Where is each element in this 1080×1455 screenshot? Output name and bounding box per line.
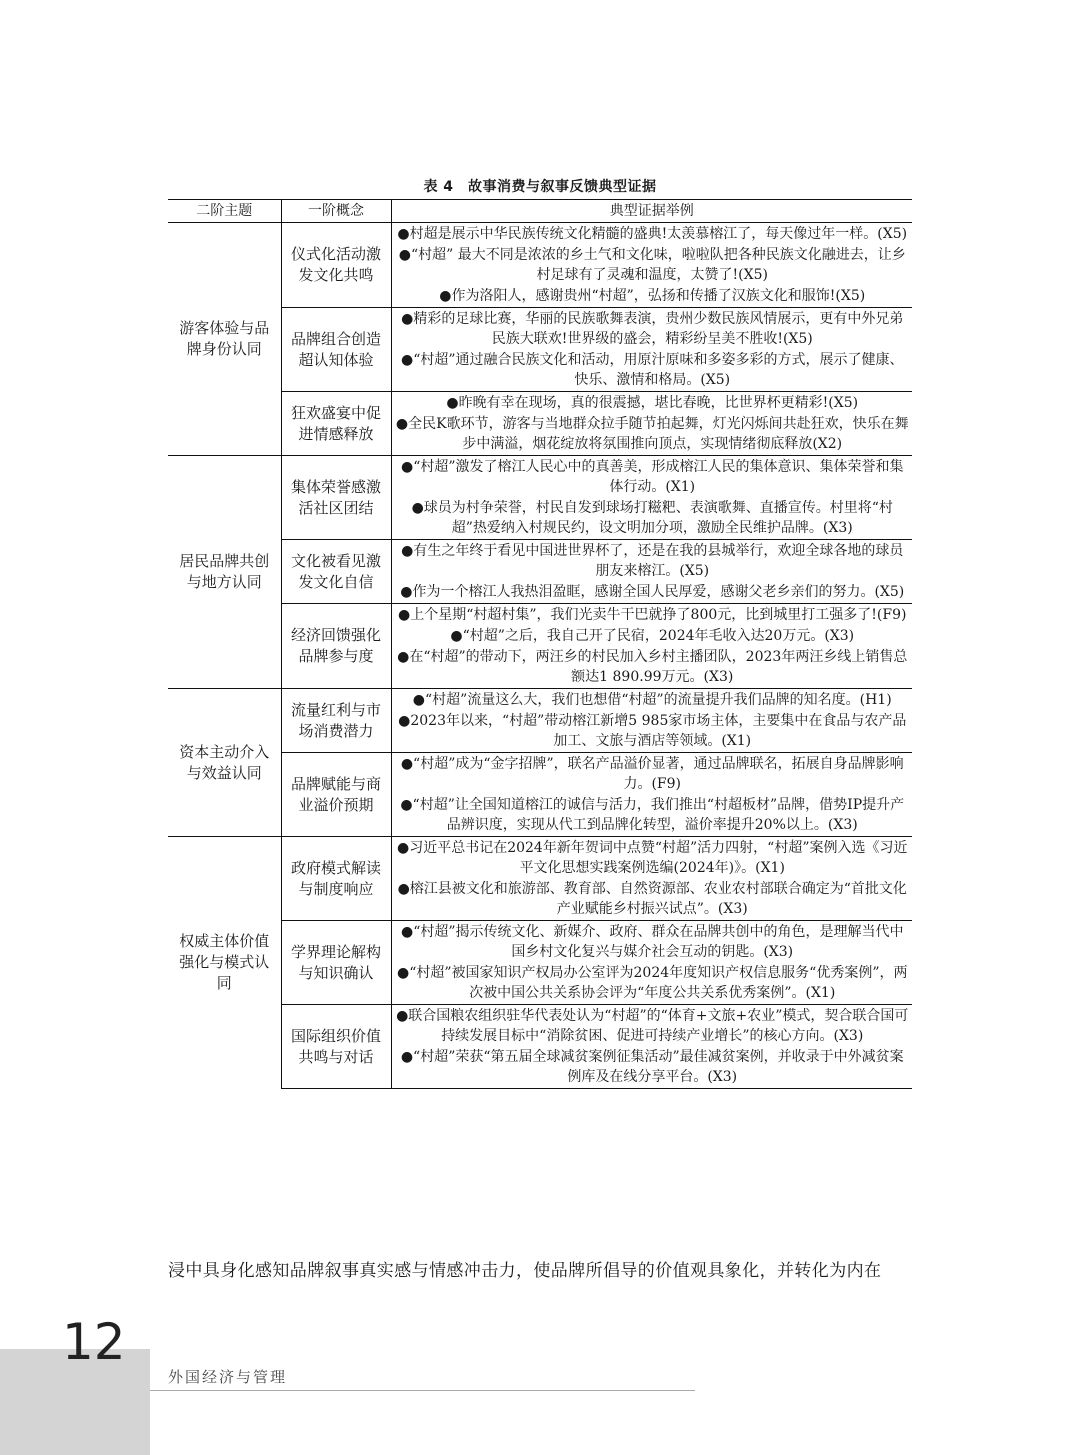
evidence-item: ●作为洛阳人，感谢贵州“村超”，弘扬和传播了汉族文化和服饰!(X5) — [439, 288, 866, 304]
table-row — [168, 223, 912, 308]
evidence-item: ●作为一个榕江人我热泪盈眶，感谢全国人民厚爱，感谢父老乡亲们的努力。(X5) — [400, 584, 905, 600]
evidence-cell — [391, 540, 912, 604]
evidence-item: ●全民K歌环节，游客与当地群众拉手随节拍起舞，灯光闪烁间共赴狂欢，快乐在舞步中满溢，烟花绽放将氛围推向顶点，实现情绪彻底释放(X2) — [395, 416, 909, 452]
evidence-cell — [391, 392, 912, 456]
evidence-item: ●“村超”让全国知道榕江的诚信与活力，我们推出“村超板材”品牌，借势IP提升产品辨识度，实现从代工到品牌化转型，溢价率提升20%以上。(X3) — [400, 797, 905, 833]
evidence-item: ●昨晚有幸在现场，真的很震撼，堪比春晚，比世界杯更精彩!(X5) — [446, 395, 859, 411]
evidence-item: ●“村超”通过融合民族文化和活动，用原汁原味和多姿多彩的方式，展示了健康、快乐、激情和格局。(X5) — [400, 352, 904, 388]
evidence-item: ●“村超” 最大不同是浓浓的乡土气和文化味，啦啦队把各种民族文化融进去，让乡村足球有了灵魂和温度，太赞了!(X5) — [398, 247, 906, 283]
journal-name: 外国经济与管理 — [168, 1368, 288, 1386]
evidence-cell — [391, 604, 912, 689]
footer-divider — [150, 1390, 695, 1391]
evidence-item: ●“村超”流量这么大，我们也想借“村超”的流量提升我们品牌的知名度。(H1) — [412, 692, 892, 708]
evidence-item: ●“村超”激发了榕江人民心中的真善美，形成榕江人民的集体意识、集体荣誉和集体行动。(X1) — [400, 459, 904, 495]
evidence-item: ●2023年以来，“村超”带动榕江新增5 985家市场主体，主要集中在食品与农产品加工、文旅与酒店等领域。(X1) — [398, 713, 907, 749]
evidence-item: ●“村超”之后，我自己开了民宿，2024年毛收入达20万元。(X3) — [450, 628, 855, 644]
evidence-item: ●榕江县被文化和旅游部、教育部、自然资源部、农业农村部联合确定为“首批文化产业赋能乡村振兴试点”。(X3) — [397, 881, 907, 917]
table-row — [168, 456, 912, 540]
evidence-item: ●“村超”成为“金字招牌”，联名产品溢价显著，通过品牌联名，拓展自身品牌影响力。(F9) — [400, 756, 904, 792]
evidence-table — [168, 199, 912, 1089]
concept-cell: 仪式化活动激发文化共鸣 — [281, 223, 391, 308]
evidence-cell — [391, 223, 912, 308]
theme-cell: 资本主动介入与效益认同 — [168, 689, 281, 837]
header-typical-evidence: 典型证据举例 — [391, 200, 912, 223]
evidence-cell — [391, 456, 912, 540]
evidence-item: ●有生之年终于看见中国进世界杯了，还是在我的县城举行，欢迎全球各地的球员朋友来榕江。(X5) — [401, 543, 904, 579]
evidence-cell — [391, 1005, 912, 1089]
evidence-item: ●球员为村争荣誉，村民自发到球场打糍粑、表演歌舞、直播宣传。村里将“村超”热爱纳入村规民约，设文明加分项，激励全民维护品牌。(X3) — [411, 500, 893, 536]
table-row — [168, 689, 912, 753]
evidence-cell — [391, 837, 912, 921]
body-paragraph: 浸中具身化感知品牌叙事真实感与情感冲击力，使品牌所倡导的价值观具象化，并转化为内在 — [168, 1261, 882, 1281]
theme-cell: 游客体验与品牌身份认同 — [168, 223, 281, 456]
concept-cell: 文化被看见激发文化自信 — [281, 540, 391, 604]
concept-cell: 经济回馈强化品牌参与度 — [281, 604, 391, 689]
concept-cell: 集体荣誉感激活社区团结 — [281, 456, 391, 540]
concept-cell: 国际组织价值共鸣与对话 — [281, 1005, 391, 1089]
evidence-item: ●“村超”揭示传统文化、新媒介、政府、群众在品牌共创中的角色，是理解当代中国乡村文化复兴与媒介社会互动的钥匙。(X3) — [400, 924, 904, 960]
concept-cell: 流量红利与市场消费潜力 — [281, 689, 391, 753]
concept-cell: 狂欢盛宴中促进情感释放 — [281, 392, 391, 456]
concept-cell: 品牌赋能与商业溢价预期 — [281, 753, 391, 837]
concept-cell: 政府模式解读与制度响应 — [281, 837, 391, 921]
table-row — [168, 837, 912, 921]
concept-cell: 品牌组合创造超认知体验 — [281, 308, 391, 392]
evidence-cell — [391, 308, 912, 392]
theme-cell: 居民品牌共创与地方认同 — [168, 456, 281, 689]
evidence-table-container — [168, 199, 912, 1089]
concept-cell: 学界理论解构与知识确认 — [281, 921, 391, 1005]
evidence-cell — [391, 689, 912, 753]
evidence-item: ●习近平总书记在2024年新年贺词中点赞“村超”活力四射，“村超”案例入选《习近平文化思想实践案例选编(2024年)》。(X1) — [397, 840, 908, 876]
table-caption: 表 4 故事消费与叙事反馈典型证据 — [423, 179, 657, 195]
evidence-cell — [391, 753, 912, 837]
table-header-row — [168, 200, 912, 223]
theme-cell: 权威主体价值强化与模式认同 — [168, 837, 281, 1089]
page-number: 12 — [62, 1313, 126, 1371]
evidence-item: ●“村超”被国家知识产权局办公室评为2024年度知识产权信息服务“优秀案例”，两次被中国公共关系协会评为“年度公共关系优秀案例”。(X1) — [397, 965, 908, 1001]
evidence-item: ●精彩的足球比赛，华丽的民族歌舞表演，贵州少数民族风情展示，更有中外兄弟民族大联欢!世界级的盛会，精彩纷呈美不胜收!(X5) — [401, 311, 904, 347]
evidence-item: ●在“村超”的带动下，两汪乡的村民加入乡村主播团队，2023年两汪乡线上销售总额达1 890.99万元。(X3) — [397, 649, 908, 685]
evidence-item: ●“村超”荣获“第五届全球减贫案例征集活动”最佳减贫案例，并收录于中外减贫案例库及在线分享平台。(X3) — [400, 1049, 904, 1085]
header-second-order-theme: 二阶主题 — [168, 200, 281, 223]
header-first-order-concept: 一阶概念 — [281, 200, 391, 223]
evidence-item: ●联合国粮农组织驻华代表处认为“村超”的“体育+文旅+农业”模式，契合联合国可持续发展目标中“消除贫困、促进可持续产业增长”的核心方向。(X3) — [396, 1008, 909, 1044]
evidence-item: ●上个星期“村超村集”，我们光卖牛干巴就挣了800元，比到城里打工强多了!(F9) — [398, 607, 907, 623]
evidence-item: ●村超是展示中华民族传统文化精髓的盛典!太羡慕榕江了，每天像过年一样。(X5) — [397, 226, 908, 242]
evidence-cell — [391, 921, 912, 1005]
